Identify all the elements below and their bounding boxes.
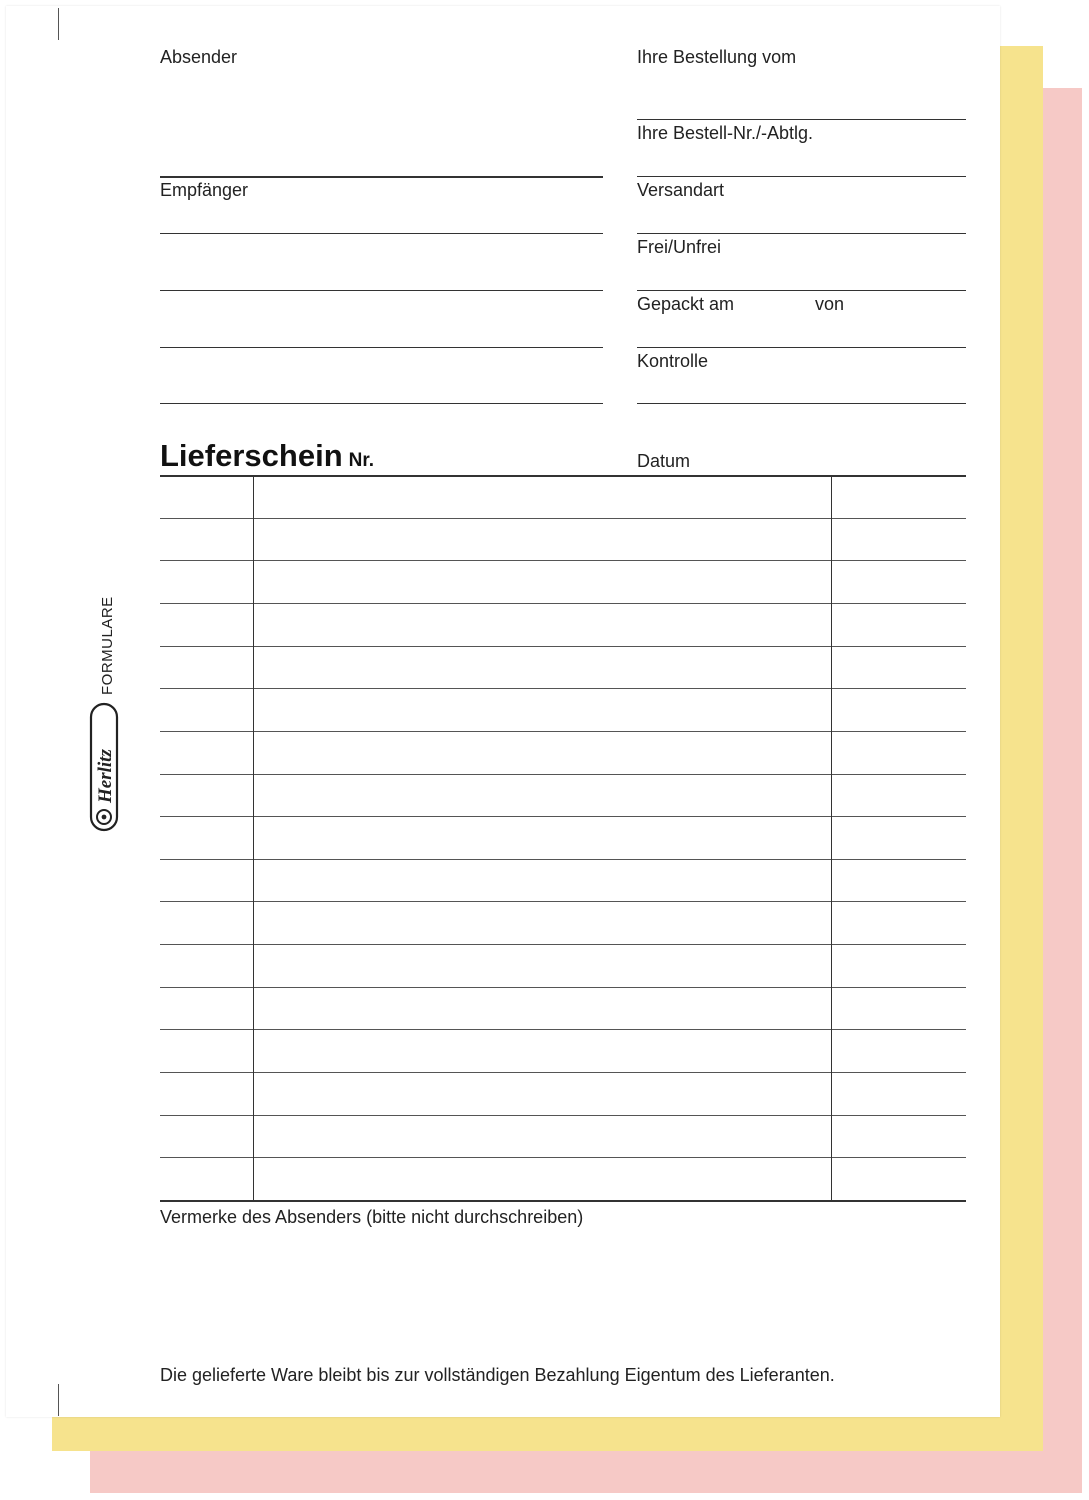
sender-field-line[interactable] — [160, 176, 603, 178]
shipping-method-label: Versandart — [637, 180, 725, 200]
table-row-line[interactable] — [160, 901, 966, 902]
freight-label: Frei/Unfrei — [637, 237, 722, 257]
table-row-line[interactable] — [160, 1157, 966, 1158]
table-row-line[interactable] — [160, 816, 966, 817]
order-no-line[interactable] — [637, 176, 966, 177]
table-bottom-border — [160, 1200, 966, 1202]
order-date-label: Ihre Bestellung vom — [637, 47, 797, 67]
packed-line[interactable] — [637, 347, 966, 348]
table-row-line[interactable] — [160, 731, 966, 732]
table-row-line[interactable] — [160, 1072, 966, 1073]
packed-by-label: von — [815, 294, 845, 314]
footer-ownership-note: Die gelieferte Ware bleibt bis zur vollständigen Bezahlung Eigentum des Lieferanten. — [160, 1365, 835, 1385]
check-line[interactable] — [637, 403, 966, 404]
packed-on-label: Gepackt am — [637, 294, 735, 314]
table-row-line[interactable] — [160, 518, 966, 519]
brand-mark — [78, 585, 138, 845]
table-row-line[interactable] — [160, 774, 966, 775]
table-row-line[interactable] — [160, 1115, 966, 1116]
table-row-line[interactable] — [160, 688, 966, 689]
recipient-line-2[interactable] — [160, 290, 603, 291]
bottom-punch-mark — [58, 1384, 59, 1416]
brand-logo-text: Herlitz — [95, 749, 116, 803]
title-number-label: Nr. — [348, 450, 374, 471]
table-row-line[interactable] — [160, 987, 966, 988]
recipient-line-3[interactable] — [160, 347, 603, 348]
table-row-line[interactable] — [160, 646, 966, 647]
order-date-line[interactable] — [637, 119, 966, 120]
table-row-line[interactable] — [160, 944, 966, 945]
order-no-label: Ihre Bestell-Nr./-Abtlg. — [637, 123, 814, 143]
document-title — [160, 438, 374, 474]
recipient-label: Empfänger — [160, 180, 249, 200]
top-punch-mark — [58, 8, 59, 40]
title-text: Lieferschein — [160, 438, 343, 473]
brand-series-text: FORMULARE — [99, 596, 116, 695]
table-row-line[interactable] — [160, 1029, 966, 1030]
sender-notes-label: Vermerke des Absenders (bitte nicht durchschreiben) — [160, 1207, 584, 1227]
table-row-line[interactable] — [160, 603, 966, 604]
table-top-border — [160, 475, 966, 477]
recipient-line-4[interactable] — [160, 403, 603, 404]
registered-icon-dot — [102, 815, 107, 820]
date-label: Datum — [637, 451, 691, 471]
recipient-line-1[interactable] — [160, 233, 603, 234]
sender-label: Absender — [160, 47, 238, 67]
check-label: Kontrolle — [637, 351, 709, 371]
freight-line[interactable] — [637, 290, 966, 291]
original-sheet — [6, 6, 1000, 1417]
shipping-method-line[interactable] — [637, 233, 966, 234]
table-column-divider-amount — [831, 475, 832, 1200]
table-row-line[interactable] — [160, 560, 966, 561]
table-row-line[interactable] — [160, 859, 966, 860]
table-column-divider-qty — [253, 475, 254, 1200]
